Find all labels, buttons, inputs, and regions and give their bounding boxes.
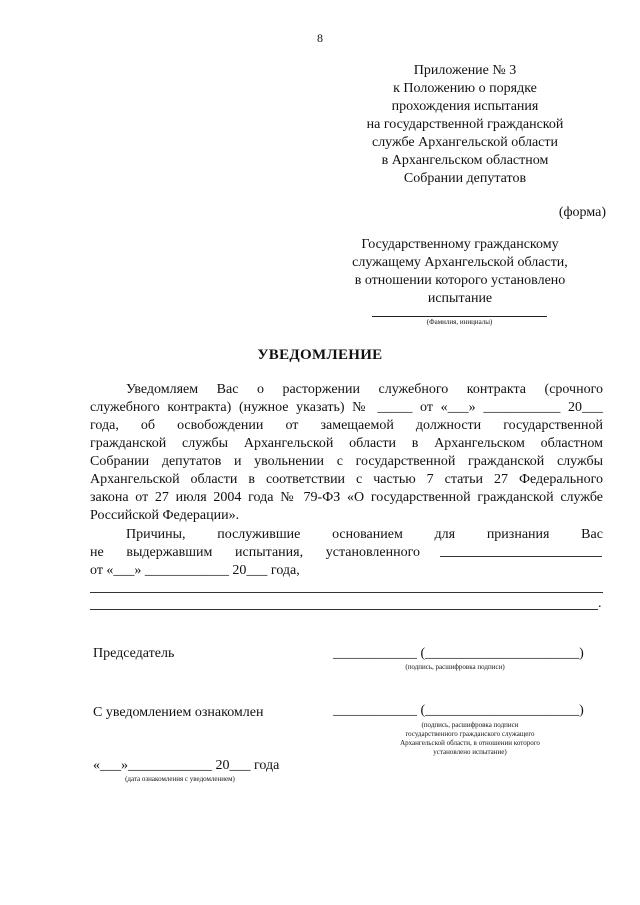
page-number: 8: [317, 31, 323, 45]
appendix-line: службе Архангельской области: [371, 135, 559, 150]
reasons-end-mark: .: [598, 596, 602, 611]
reasons-word: испытания,: [235, 545, 304, 560]
reasons-word: Причины,: [126, 527, 186, 542]
notice-line: закона от 27 июля 2004 года № 79-ФЗ «О государственной гражданской службе: [90, 490, 603, 505]
reasons-word: основанием: [332, 527, 403, 542]
appendix-line: к Положению о порядке: [393, 81, 537, 96]
reasons-word: Вас: [581, 527, 603, 542]
form-label: (форма): [558, 205, 606, 220]
notice-line: Архангельской области в соответствии с частью 7 статьи 27 Федерального: [90, 472, 603, 487]
reasons-word: послужившие: [217, 527, 301, 542]
reasons-fill-line[interactable]: [90, 609, 598, 610]
reasons-line-1: [90, 526, 603, 544]
appendix-line: прохождения испытания: [391, 99, 539, 114]
acknowledged-caption-line: Архангельской области, в отношении которого: [400, 739, 540, 747]
notice-line: Собрании депутатов и увольнении с государственной гражданской службы: [90, 454, 603, 469]
reasons-word: выдержавшим: [126, 545, 213, 560]
chairman-signature-caption: (подпись, расшифровка подписи): [405, 663, 505, 671]
acknowledged-signature-field[interactable]: ____________ (______________________): [333, 703, 584, 718]
acknowledged-signature-caption: [380, 721, 560, 757]
acknowledged-label: С уведомлением ознакомлен: [93, 705, 264, 720]
notice-line: гражданской службы Архангельской области в Архангельском областном: [90, 436, 603, 451]
notice-line: Российской Федерации».: [90, 508, 240, 523]
acknowledged-caption-line: (подпись, расшифровка подписи: [421, 721, 519, 729]
reasons-word: не: [90, 545, 104, 560]
chairman-label: Председатель: [93, 646, 175, 661]
notice-line: Уведомляем Вас о расторжении служебного контракта (срочного: [126, 382, 603, 397]
appendix-line: Собрании депутатов: [403, 171, 527, 186]
addressee-line: служащему Архангельской области,: [352, 255, 568, 270]
ack-date-field[interactable]: «___»____________ 20___ года: [93, 758, 280, 773]
reasons-line-3: от «___» ____________ 20___ года,: [90, 563, 300, 578]
appendix-line: Приложение № 3: [413, 63, 517, 78]
appendix-line: на государственной гражданской: [366, 117, 564, 132]
fio-caption: (Фамилия, инициалы): [426, 318, 493, 326]
appendix-heading: [340, 62, 590, 188]
addressee-block: [330, 236, 590, 308]
notice-paragraph: [90, 381, 603, 525]
chairman-signature-field[interactable]: ____________ (______________________): [333, 646, 584, 661]
reasons-fill-line[interactable]: [440, 556, 602, 557]
reasons-word: признания: [486, 527, 550, 542]
acknowledged-caption-line: государственного гражданского служащего: [405, 730, 535, 738]
appendix-line: в Архангельском областном: [381, 153, 549, 168]
addressee-line: Государственному гражданскому: [361, 237, 559, 252]
acknowledged-caption-line: установлено испытание): [433, 748, 507, 756]
reasons-fill-line[interactable]: [90, 592, 603, 593]
addressee-line: испытание: [427, 291, 493, 306]
document-title: УВЕДОМЛЕНИЕ: [257, 347, 383, 363]
notice-line: года, об освобождении от замещаемой должности государственной: [90, 418, 603, 433]
reasons-word: установленного: [325, 545, 420, 560]
fio-fill-line[interactable]: [372, 316, 547, 317]
reasons-line-2: [90, 544, 420, 562]
reasons-word: для: [434, 527, 456, 542]
addressee-line: в отношении которого установлено: [354, 273, 566, 288]
ack-date-caption: (дата ознакомления с уведомлением): [125, 775, 235, 783]
notice-line: служебного контракта) (нужное указать) № _____ от «___» ___________ 20___: [90, 400, 603, 415]
